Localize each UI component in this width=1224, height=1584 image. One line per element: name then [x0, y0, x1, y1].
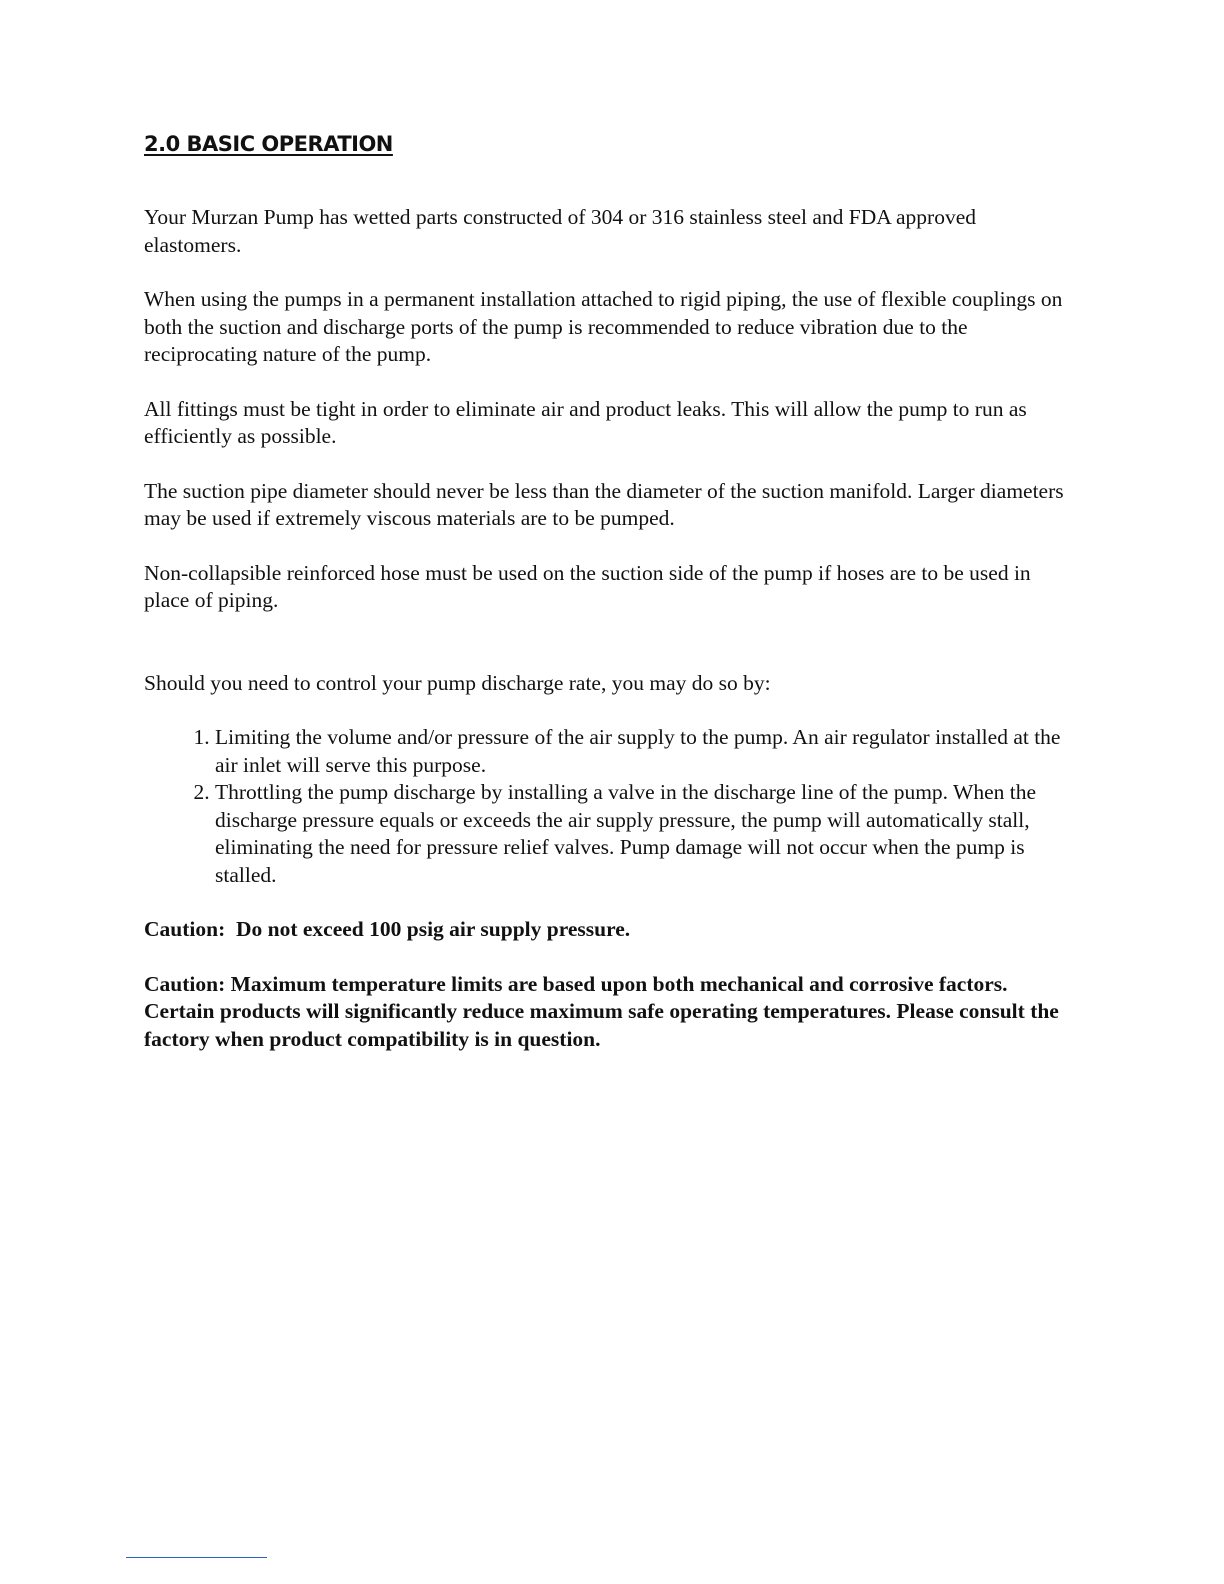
- paragraph-materials: Your Murzan Pump has wetted parts constructed of 304 or 316 stainless steel and FDA approved elastomers.: [144, 205, 977, 257]
- list-item: 2. Throttling the pump discharge by installing a valve in the discharge line of the pump. When the discharge pressure equals or exceeds the air supply pressure, the pump will automatically stall, eliminating the need for pressure relief valves. Pump damage will not occur when the pump is stalled.: [215, 779, 1074, 889]
- list-item: 1. Limiting the volume and/or pressure of the air supply to the pump. An air regulator installed at the air inlet will serve this purpose.: [215, 724, 1074, 779]
- paragraph-suction-pipe: The suction pipe diameter should never be less than the diameter of the suction manifold. Larger diameters may be used if extremely viscous materials are to be pumped.: [144, 478, 1064, 530]
- section-heading: 2.0 BASIC OPERATION: [144, 132, 393, 156]
- document-page: [144, 128, 1074, 1080]
- discharge-control-list: [144, 724, 1074, 889]
- caution-temperature: Caution: Maximum temperature limits are based upon both mechanical and corrosive factors. Certain products will significantly reduce maximum safe operating temperatures. Please consult the factory when product compatibility is in question.: [144, 971, 1059, 1051]
- paragraph-discharge-control-intro: Should you need to control your pump discharge rate, you may do so by:: [144, 670, 771, 695]
- paragraph-fittings: All fittings must be tight in order to eliminate air and product leaks. This will allow the pump to run as efficiently as possible.: [144, 396, 1027, 448]
- paragraph-hose: Non-collapsible reinforced hose must be used on the suction side of the pump if hoses are to be used in place of piping.: [144, 560, 1031, 612]
- paragraph-flexible-couplings: When using the pumps in a permanent installation attached to rigid piping, the use of flexible couplings on both the suction and discharge ports of the pump is recommended to reduce vibration due to the reciprocating nature of the pump.: [144, 287, 1063, 366]
- caution-pressure: Caution: Do not exceed 100 psig air supply pressure.: [144, 917, 631, 941]
- footnote-divider: [126, 1557, 267, 1558]
